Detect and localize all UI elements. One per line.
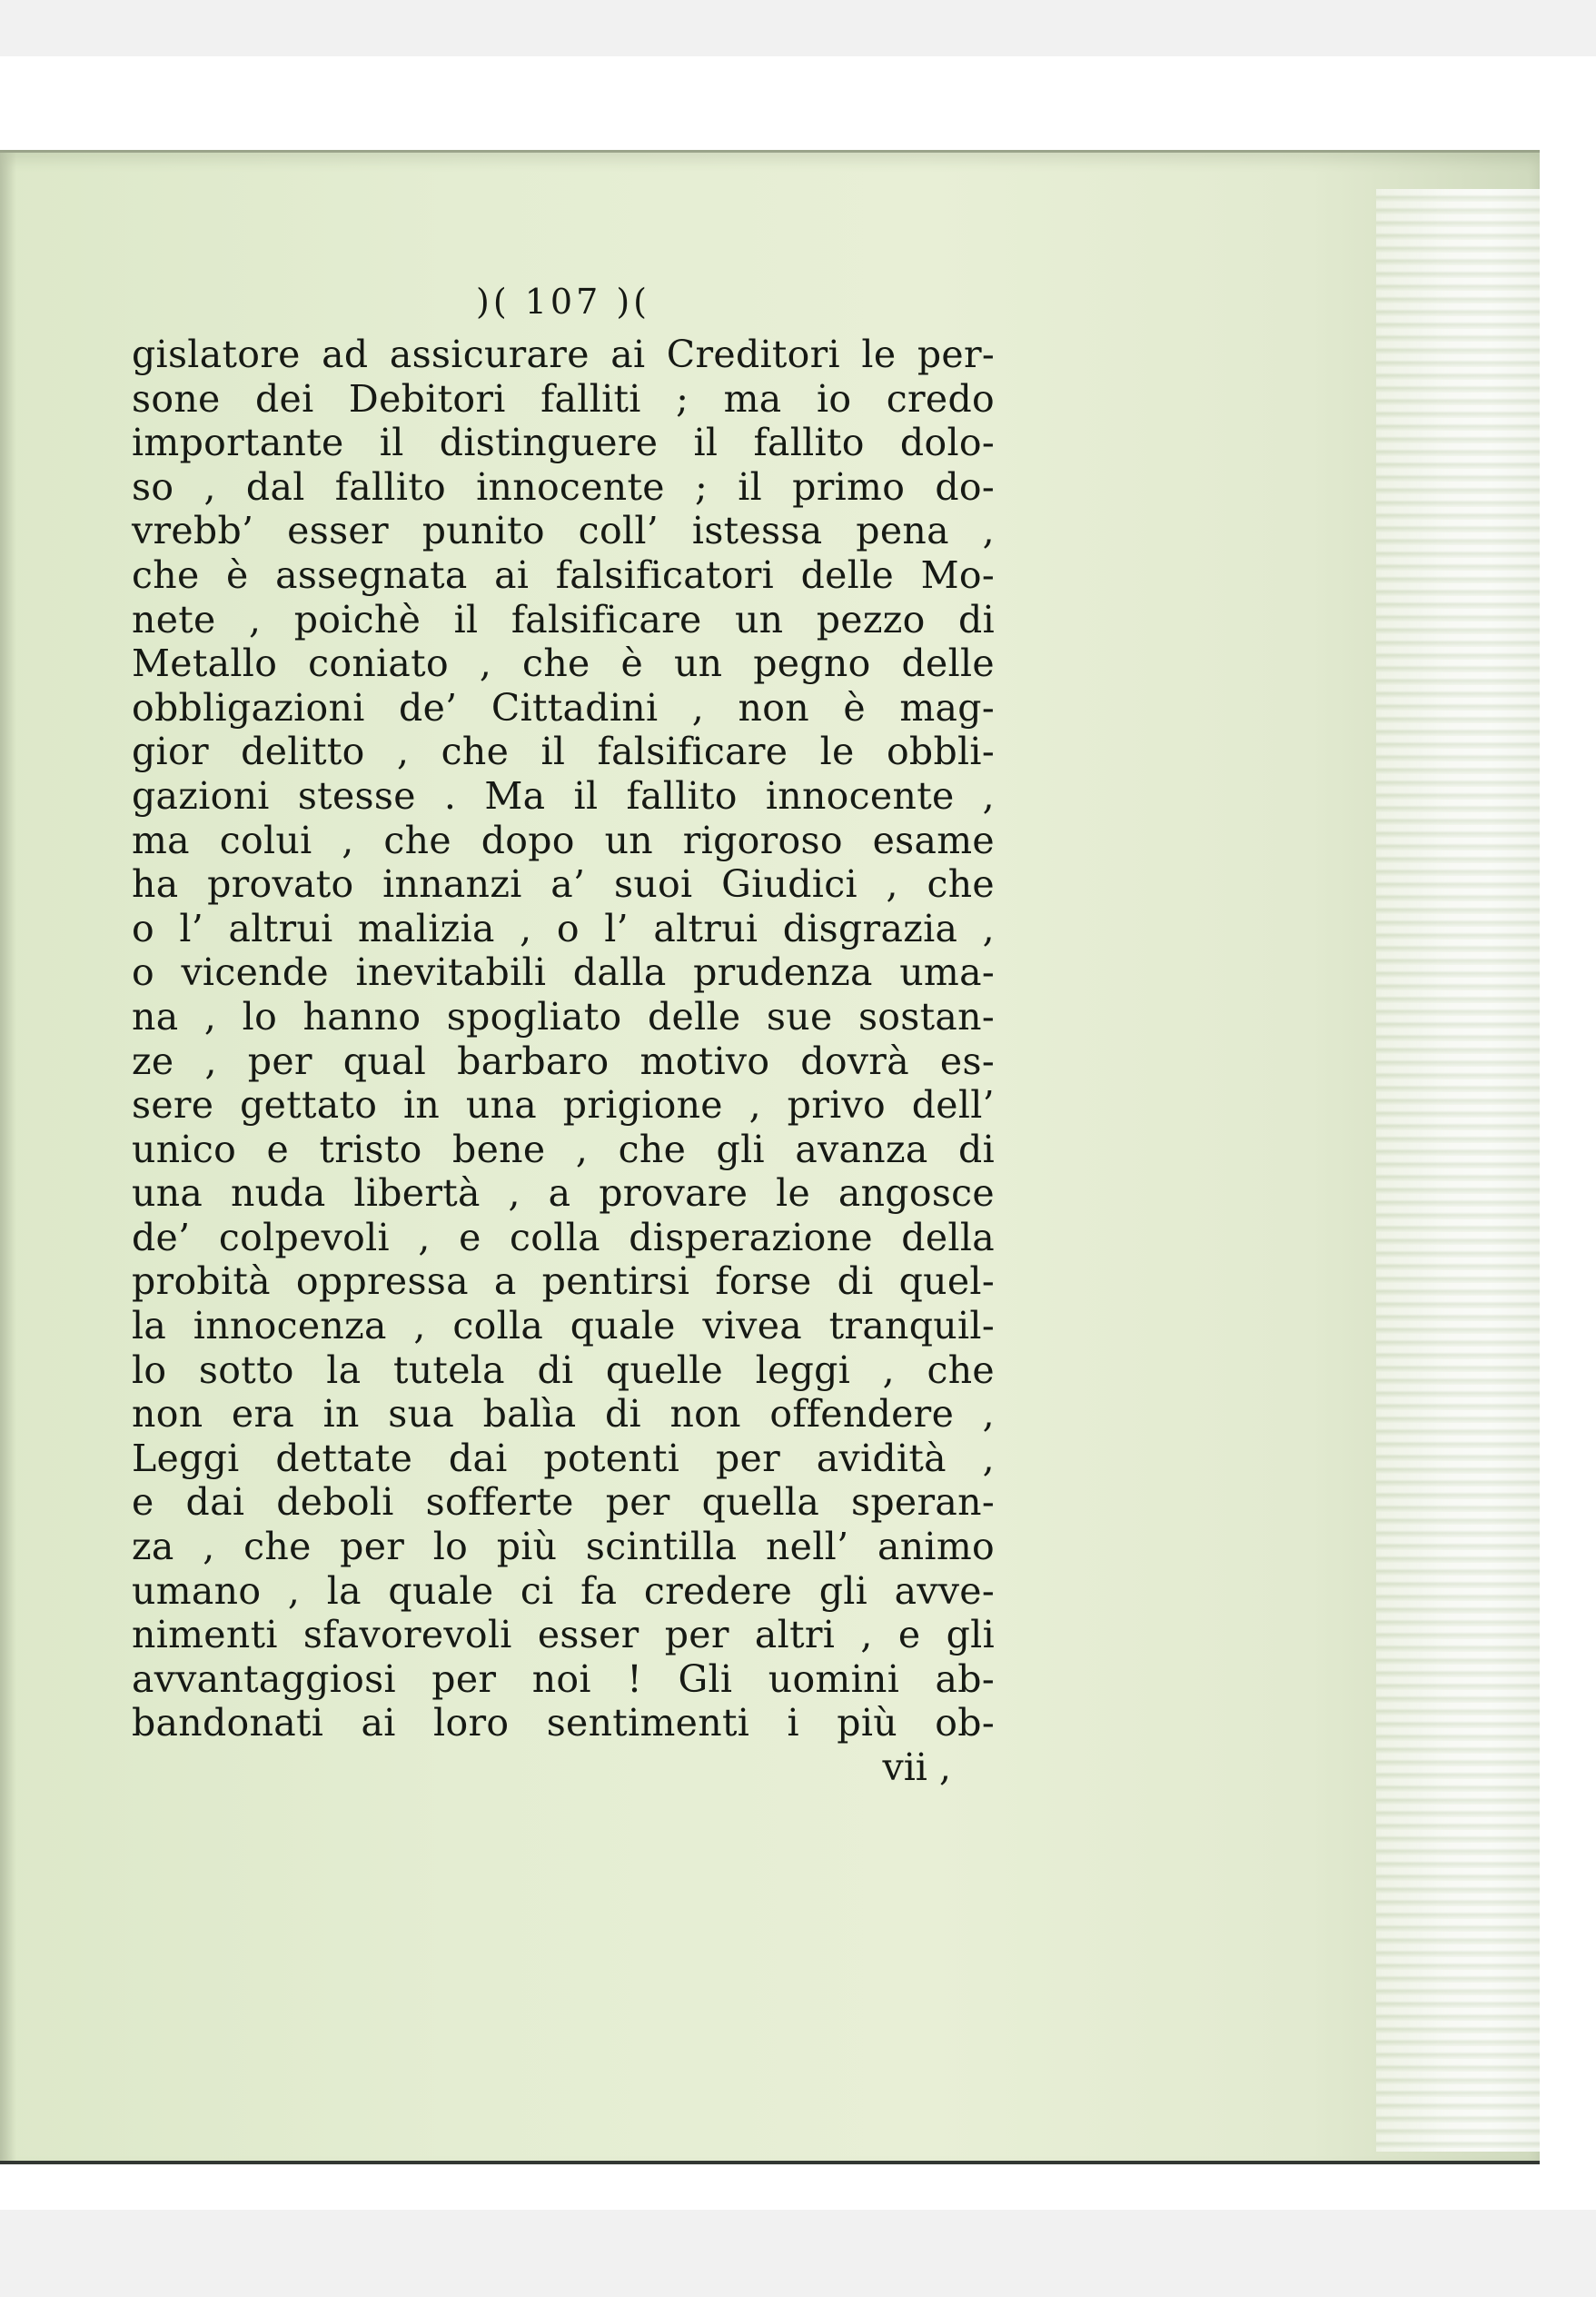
text-line: che è assegnata ai falsificatori delle Mo- (132, 552, 995, 597)
running-head-page-number: )( 107 )( (476, 282, 650, 322)
text-line: bandonati ai loro sentimenti i più ob- (132, 1701, 995, 1745)
text-line: gior delitto , che il falsificare le obbli- (132, 730, 995, 774)
text-line: o vicende inevitabili dalla prudenza uma- (132, 950, 995, 995)
text-line: gazioni stesse . Ma il fallito innocente , (132, 773, 995, 818)
text-line: ha provato innanzi a’ suoi Giudici , che (132, 862, 995, 907)
gutter-shadow (0, 153, 16, 2161)
text-line: obbligazioni de’ Cittadini , non è mag- (132, 685, 995, 730)
text-line: Leggi dettate dai potenti per avidità , (132, 1436, 995, 1480)
text-line: umano , la quale ci fa credere gli avve- (132, 1568, 995, 1613)
text-line: Metallo coniato , che è un pegno delle (132, 641, 995, 686)
book-page (0, 150, 1540, 2164)
deckled-page-edge (1376, 189, 1540, 2152)
catchword: vii , (882, 1745, 951, 1789)
text-line: la innocenza , colla quale vivea tranquil- (132, 1304, 995, 1348)
text-line: ze , per qual barbaro motivo dovrà es- (132, 1039, 995, 1083)
text-line: gislatore ad assicurare ai Creditori le per- (132, 333, 995, 376)
text-line: importante il distinguere il fallito dolo- (132, 421, 995, 465)
text-line: e dai deboli sofferte per quella speran- (132, 1480, 995, 1525)
text-line: vrebb’ esser punito coll’ istessa pena , (132, 509, 995, 553)
text-line: ma colui , che dopo un rigoroso esame (132, 818, 995, 862)
text-line: non era in sua balìa di non offendere , (132, 1392, 995, 1437)
text-line: nete , poichè il falsificare un pezzo di (132, 597, 995, 641)
text-line: za , che per lo più scintilla nell’ animo (132, 1525, 995, 1569)
text-line: so , dal fallito innocente ; il primo do- (132, 464, 995, 509)
text-line: lo sotto la tutela di quelle leggi , che (132, 1347, 995, 1392)
text-line: sone dei Debitori falliti ; ma io credo (132, 376, 995, 421)
text-line: o l’ altrui malizia , o l’ altrui disgrazia , (132, 906, 995, 950)
text-line: sere gettato in una prigione , privo dell’ (132, 1083, 995, 1128)
text-line: unico e tristo bene , che gli avanza di (132, 1127, 995, 1171)
text-line: nimenti sfavorevoli esser per altri , e gli (132, 1613, 995, 1657)
text-line: na , lo hanno spogliato delle sue sostan- (132, 994, 995, 1039)
text-line: probità oppressa a pentirsi forse di quel- (132, 1259, 995, 1304)
text-line: avvantaggiosi per noi ! Gli uomini ab- (132, 1656, 995, 1701)
body-text (132, 333, 995, 1745)
text-line: una nuda libertà , a provare le angosce (132, 1171, 995, 1216)
text-line: de’ colpevoli , e colla disperazione della (132, 1215, 995, 1259)
text-block (132, 280, 995, 1790)
